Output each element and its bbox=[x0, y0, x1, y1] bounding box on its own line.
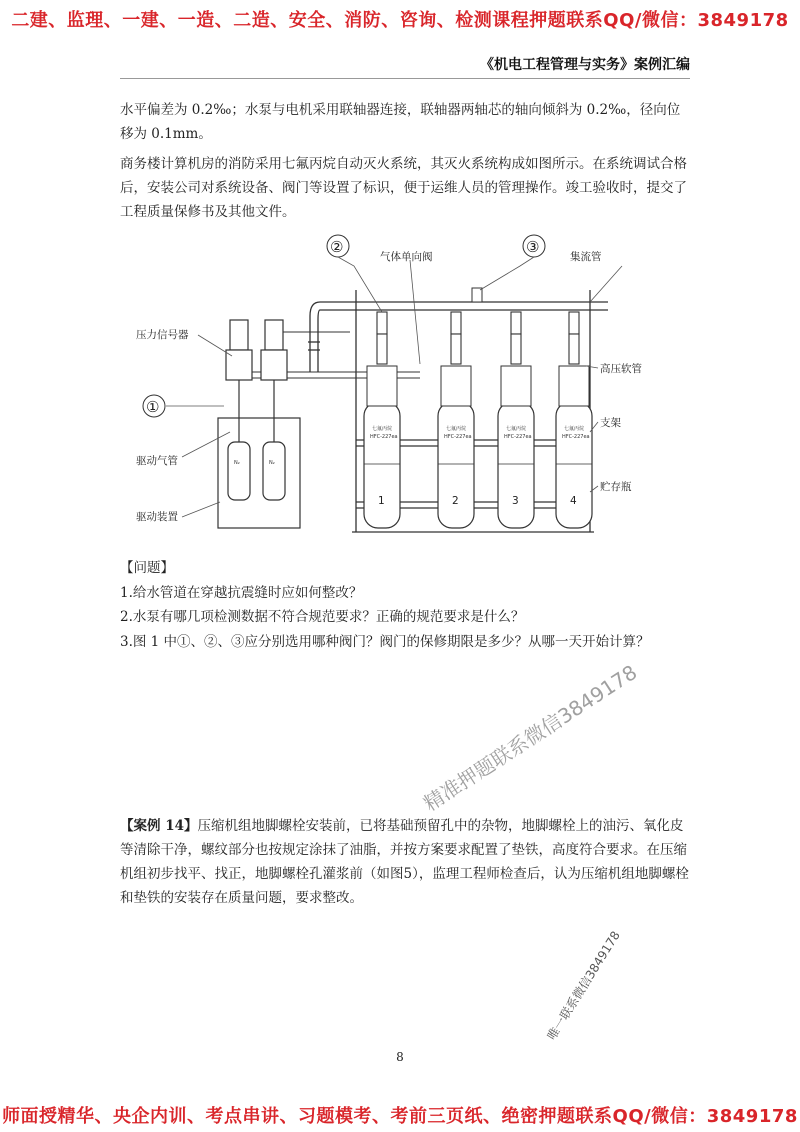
case-14-label: 【案例 14】 bbox=[120, 818, 198, 834]
label-manifold: 集流管 bbox=[570, 251, 602, 263]
cylinder-agent-label-2: 七氟丙烷 bbox=[446, 426, 467, 432]
page-number: 8 bbox=[396, 1050, 404, 1064]
label-check-valve: 气体单向阀 bbox=[380, 251, 433, 263]
question-1: 1.给水管道在穿越抗震缝时应如何整改？ bbox=[120, 584, 363, 601]
cylinder-number-2: 2 bbox=[452, 495, 459, 507]
questions-section bbox=[120, 556, 690, 654]
cylinder-number-3: 3 bbox=[512, 495, 519, 507]
cylinder-agent-label-4: 七氟丙烷 bbox=[564, 426, 585, 432]
label-storage-bottle: 贮存瓶 bbox=[600, 481, 632, 493]
marker-1: ① bbox=[146, 398, 160, 416]
cylinder-number-4: 4 bbox=[570, 495, 577, 507]
cylinder-agent-code-1: HFC-227ea bbox=[370, 434, 398, 440]
drive-bottle-label-2: N₂ bbox=[269, 460, 275, 466]
marker-3: ③ bbox=[526, 238, 540, 256]
case-14-text: 压缩机组地脚螺栓安装前，已将基础预留孔中的杂物，地脚螺栓上的油污、氧化皮等清除干净，螺纹部分也按规定涂抹了油脂，并按方案要求配置了垫铁，高度符合要求。在压缩机组初步找平、找正，地脚螺栓孔灌浆前（如图5），监理工程师检查后，认为压缩机组地脚螺栓和垫铁的安装存在质量问题，要求整改。 bbox=[120, 818, 689, 906]
label-high-pressure-hose: 高压软管 bbox=[600, 363, 642, 375]
label-pressure-switch: 压力信号器 bbox=[136, 329, 189, 341]
watermark-diagonal-small: 唯一联系微信3849178 bbox=[544, 928, 623, 1043]
cylinder-agent-label-1: 七氟丙烷 bbox=[372, 426, 393, 432]
storage-cylinders bbox=[364, 366, 592, 528]
bottom-promo-banner: 师面授精华、央企内训、考点串讲、习题模考、考前三页纸、绝密押题联系QQ/微信：3849178 bbox=[2, 1106, 798, 1127]
label-bracket: 支架 bbox=[600, 417, 621, 429]
cylinder-number-1: 1 bbox=[378, 495, 385, 507]
marker-2: ② bbox=[330, 238, 344, 256]
paragraph-fire-system: 商务楼计算机房的消防采用七氟丙烷自动灭火系统，其灭火系统构成如图所示。在系统调试合格后，安装公司对系统设备、阀门等设置了标识，便于运维人员的管理操作。竣工验收时，提交了工程质量保修书及其他文件。 bbox=[120, 156, 687, 220]
cylinder-valves bbox=[377, 312, 579, 364]
cylinder-agent-label-3: 七氟丙烷 bbox=[506, 426, 527, 432]
question-2: 2.水泵有哪几项检测数据不符合规范要求？正确的规范要求是什么？ bbox=[120, 609, 525, 625]
fire-suppression-diagram bbox=[120, 232, 680, 550]
label-drive-pipe: 驱动气管 bbox=[136, 455, 178, 467]
cylinder-agent-code-3: HFC-227ea bbox=[504, 434, 532, 440]
questions-heading: 【问题】 bbox=[120, 560, 174, 576]
paragraph-pump-deviation: 水平偏差为 0.2‰；水泵与电机采用联轴器连接，联轴器两轴芯的轴向倾斜为 0.2‰，径向位移为 0.1mm。 bbox=[120, 102, 681, 142]
running-header-title: 《机电工程管理与实务》案例汇编 bbox=[480, 57, 690, 73]
case-14-paragraph bbox=[120, 814, 690, 910]
top-promo-banner: 二建、监理、一建、一造、二造、安全、消防、咨询、检测课程押题联系QQ/微信：3849178 bbox=[11, 10, 789, 31]
label-drive-device: 驱动装置 bbox=[136, 511, 178, 523]
drive-bottle-label-1: N₂ bbox=[234, 460, 240, 466]
question-3: 3.图 1 中①、②、③应分别选用哪种阀门？阀门的保修期限是多少？从哪一天开始计算？ bbox=[120, 633, 650, 650]
cylinder-agent-code-4: HFC-227ea bbox=[562, 434, 590, 440]
header-rule bbox=[120, 78, 690, 79]
cylinder-agent-code-2: HFC-227ea bbox=[444, 434, 472, 440]
drive-device bbox=[218, 320, 300, 528]
watermark-diagonal-large: 精准押题联系微信3849178 bbox=[419, 660, 642, 816]
